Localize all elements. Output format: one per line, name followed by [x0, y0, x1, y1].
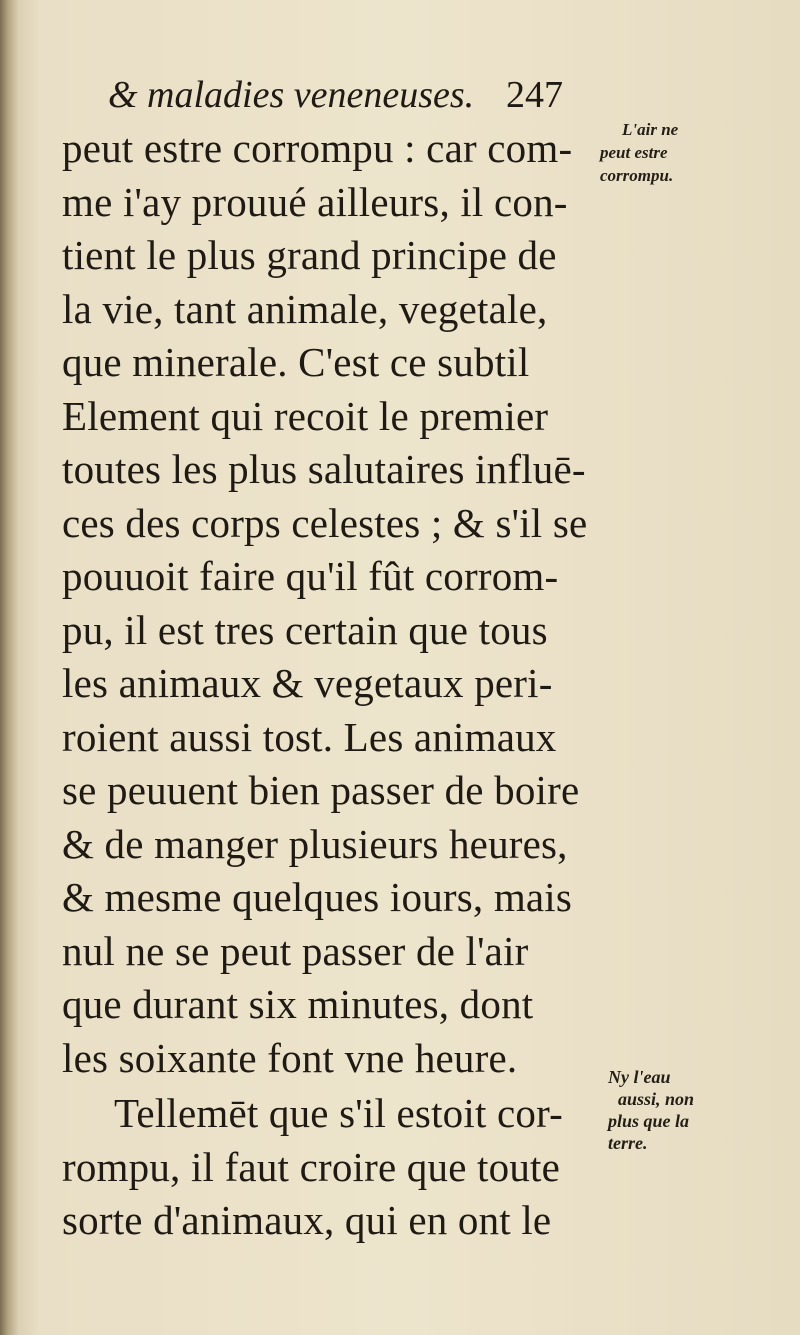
text-line: pouuoit faire qu'il fût corrom-: [62, 553, 559, 599]
margin-note-line: peut estre: [600, 143, 668, 162]
text-line: que durant six minutes, dont: [62, 981, 534, 1027]
text-line: les animaux & vegetaux peri-: [62, 660, 553, 706]
text-line: roient aussi tost. Les animaux: [62, 713, 557, 760]
text-line: nul ne se peut passer de l'air: [62, 927, 529, 974]
page-gutter: [0, 0, 18, 1335]
text-line: pu, il est tres certain que tous: [62, 606, 548, 653]
margin-note-line: Ny l'eau: [608, 1067, 671, 1087]
text-line: peut estre corrompu : car com-: [62, 125, 573, 171]
margin-note-water: [608, 1066, 694, 1154]
text-line: les soixante font vne heure.: [62, 1034, 518, 1081]
text-line: me i'ay prouué ailleurs, il con-: [62, 178, 568, 225]
text-line: tient le plus grand principe de: [62, 232, 557, 278]
running-title: & maladies veneneuses.: [108, 74, 475, 116]
text-line: Element qui recoit le premier: [62, 392, 549, 439]
paragraph-start-line: Tellemēt que s'il estoit cor-: [114, 1090, 563, 1136]
margin-note-line: corrompu.: [600, 166, 674, 185]
text-line: la vie, tant animale, vegetale,: [62, 285, 548, 332]
text-line: & mesme quelques iours, mais: [62, 874, 573, 920]
margin-note-line: aussi, non: [618, 1089, 695, 1109]
text-line: que minerale. C'est ce subtil: [62, 339, 530, 385]
margin-note-line: terre.: [608, 1133, 648, 1153]
margin-note-air: [600, 118, 678, 187]
text-line: ces des corps celestes ; & s'il se: [62, 499, 588, 546]
page-number: 247: [506, 74, 563, 116]
text-line: rompu, il faut croire que toute: [62, 1143, 561, 1190]
text-line: & de manger plusieurs heures,: [62, 820, 568, 867]
margin-note-line: plus que la: [608, 1111, 690, 1131]
main-text: [62, 122, 602, 1248]
text-line: toutes les plus salutaires influē-: [62, 446, 586, 492]
text-line: sorte d'animaux, qui en ont le: [62, 1197, 552, 1243]
running-header: [108, 70, 588, 120]
text-line: se peuuent bien passer de boire: [62, 767, 580, 813]
margin-note-line: L'air ne: [622, 120, 679, 139]
